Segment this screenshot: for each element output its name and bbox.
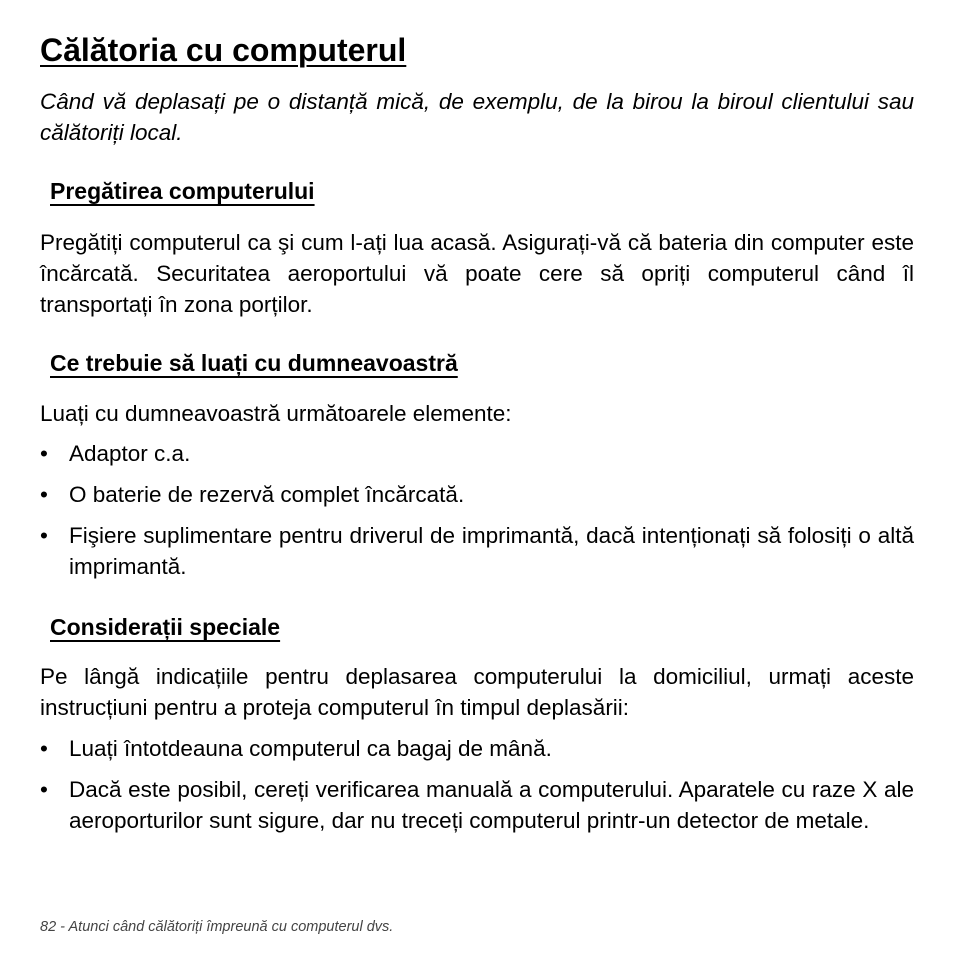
section-heading-preparation <box>50 176 315 206</box>
list-item-text: O baterie de rezervă complet încărcată. <box>69 482 465 507</box>
section-paragraph-preparation: Pregătiți computerul ca şi cum l-ați lua acasă. Asigurați-vă că bateria din computer este încărcată. Securitatea aeroportului vă poate cere să opriți computerul când îl transportați în zona porților. <box>40 230 914 317</box>
page-title-text: Călătoria cu computerul <box>40 32 407 68</box>
section-paragraph-what-to-take: Luați cu dumneavoastră următoarele elemente: <box>40 401 512 426</box>
list-item <box>40 774 914 836</box>
section-paragraph-special-considerations: Pe lângă indicațiile pentru deplasarea computerului la domiciliul, urmați aceste instrucțiuni pentru a proteja computerul în timpul deplasării: <box>40 664 914 720</box>
section-heading-special-considerations <box>50 612 280 642</box>
section-heading-what-to-take <box>50 348 458 378</box>
bullet-symbol: • <box>40 482 48 507</box>
bullet-symbol: • <box>40 736 48 761</box>
list-item-text: Luați întotdeauna computerul ca bagaj de mână. <box>69 736 552 761</box>
list-item <box>40 479 914 510</box>
list-item-text: Adaptor c.a. <box>69 441 191 466</box>
section-heading-what-to-take-text: Ce trebuie să luați cu dumneavoastră <box>50 350 458 376</box>
footer-text: Atunci când călătoriți împreună cu computerul dvs. <box>68 919 394 935</box>
bullet-symbol: • <box>40 523 48 548</box>
page-title <box>40 30 406 70</box>
list-item-text: Dacă este posibil, cereți verificarea manuală a computerului. Aparatele cu raze X ale aeroporturilor sunt sigure, dar nu treceți computerul printr-un detector de metale. <box>69 777 914 833</box>
bullet-symbol: • <box>40 777 48 802</box>
footer-page-number: 82 <box>40 919 57 935</box>
bullet-symbol: • <box>40 441 48 466</box>
intro-paragraph: Când vă deplasați pe o distanță mică, de exemplu, de la birou la biroul clientului sau călătoriți local. <box>40 89 914 145</box>
page-footer <box>40 917 393 937</box>
footer-separator: - <box>56 919 69 935</box>
section-heading-preparation-text: Pregătirea computerului <box>50 178 315 204</box>
list-item-text: Fişiere suplimentare pentru driverul de imprimantă, dacă intenționați să folosiți o altă imprimantă. <box>69 523 914 579</box>
list-item <box>40 733 914 764</box>
list-item <box>40 520 914 582</box>
section-heading-special-considerations-text: Considerații speciale <box>50 614 281 640</box>
list-item <box>40 438 914 469</box>
